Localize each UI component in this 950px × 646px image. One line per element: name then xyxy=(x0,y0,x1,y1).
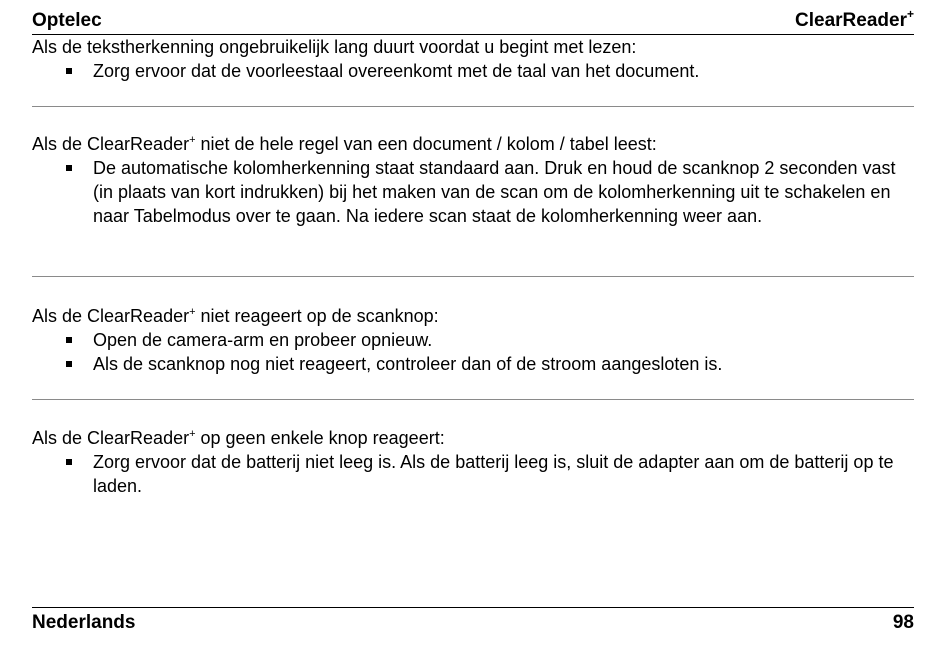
bullet-list xyxy=(32,328,914,376)
troubleshoot-section-1 xyxy=(32,35,914,83)
bullet-square-icon xyxy=(66,337,72,343)
intro-sup: + xyxy=(189,134,196,146)
intro-text: Als de ClearReader xyxy=(32,134,190,154)
bullet-square-icon xyxy=(66,459,72,465)
bullet-list xyxy=(32,450,914,498)
troubleshoot-section-4 xyxy=(32,426,914,498)
intro-text-cont: niet de hele regel van een document / kolom / tabel leest: xyxy=(195,134,657,154)
list-item-text: Zorg ervoor dat de batterij niet leeg is. Als de batterij leeg is, sluit de adapter aan om de batterij op te laden. xyxy=(93,452,894,496)
bullet-list xyxy=(32,59,914,83)
troubleshoot-section-3 xyxy=(32,304,914,376)
list-item xyxy=(32,156,914,228)
bullet-list xyxy=(32,156,914,228)
section-divider xyxy=(32,276,914,277)
page-number: 98 xyxy=(892,612,914,633)
troubleshoot-section-2 xyxy=(32,132,914,228)
list-item-text: Open de camera-arm en probeer opnieuw. xyxy=(93,330,433,350)
header-product xyxy=(795,7,914,32)
footer-language: Nederlands xyxy=(32,612,136,633)
header-brand: Optelec xyxy=(32,10,102,31)
intro-text: Als de tekstherkenning ongebruikelijk lang duurt voordat u begint met lezen: xyxy=(32,37,637,57)
list-item xyxy=(32,352,914,376)
section-intro xyxy=(32,304,914,328)
section-divider xyxy=(32,106,914,107)
section-intro xyxy=(32,35,914,59)
list-item-text: Zorg ervoor dat de voorleestaal overeenkomt met de taal van het document. xyxy=(93,61,700,81)
document-page xyxy=(32,0,914,646)
header-product-sup: + xyxy=(906,7,914,21)
page-footer xyxy=(32,607,914,638)
page-header xyxy=(32,9,914,35)
intro-text-cont: niet reageert op de scanknop: xyxy=(195,306,439,326)
header-product-name: ClearReader xyxy=(795,10,907,31)
list-item xyxy=(32,328,914,352)
list-item-text: De automatische kolomherkenning staat standaard aan. Druk en houd de scanknop 2 seconden vast (in plaats van kort indrukken) bij het maken van de scan om de kolomherkenning uit te schakelen en naar Tabelmodus over te gaan. Na iedere scan staat de kolomherkenning weer aan. xyxy=(93,158,896,226)
bullet-square-icon xyxy=(66,361,72,367)
section-intro xyxy=(32,132,914,156)
bullet-square-icon xyxy=(66,165,72,171)
intro-text: Als de ClearReader xyxy=(32,428,190,448)
section-divider xyxy=(32,399,914,400)
list-item-text: Als de scanknop nog niet reageert, controleer dan of de stroom aangesloten is. xyxy=(93,354,723,374)
intro-sup: + xyxy=(189,428,196,440)
section-intro xyxy=(32,426,914,450)
list-item xyxy=(32,59,914,83)
list-item xyxy=(32,450,914,498)
intro-text-cont: op geen enkele knop reageert: xyxy=(195,428,445,448)
intro-text: Als de ClearReader xyxy=(32,306,190,326)
intro-sup: + xyxy=(189,306,196,318)
bullet-square-icon xyxy=(66,68,72,74)
